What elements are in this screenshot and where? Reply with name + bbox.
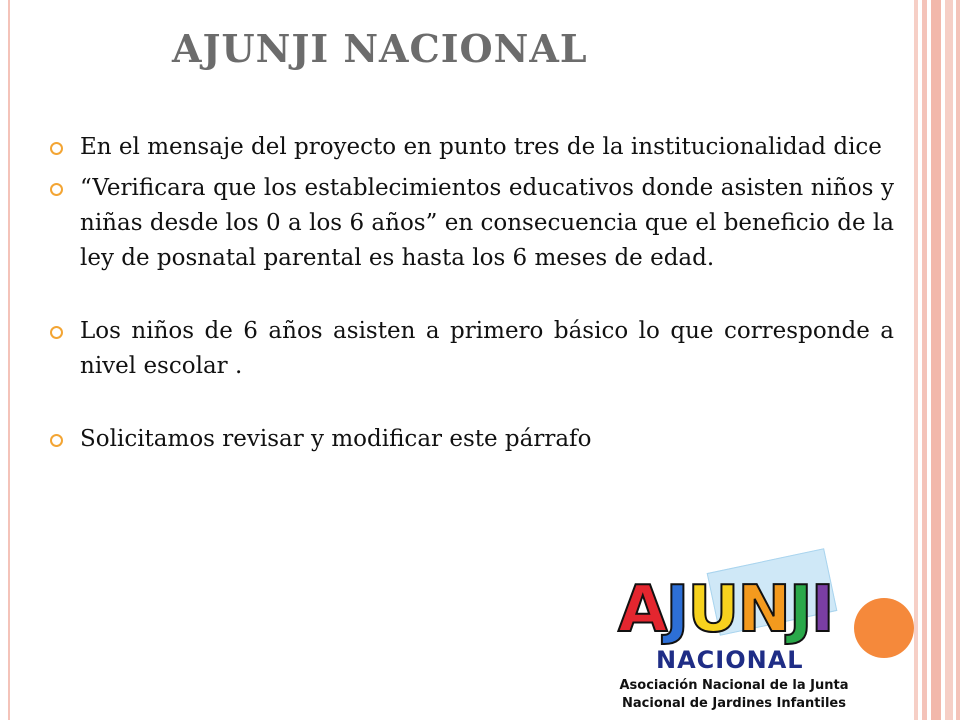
logo-letter: J <box>788 573 811 647</box>
logo-letter: I <box>810 573 833 647</box>
bullet-list <box>50 130 894 457</box>
slide-title: AJUNJI NACIONAL <box>172 26 588 71</box>
right-stripe-decoration <box>914 0 960 720</box>
bullet-item <box>50 130 894 165</box>
left-border-line <box>8 0 10 720</box>
bullet-item <box>50 171 894 276</box>
logo-wordmark <box>618 574 833 646</box>
logo-letter: J <box>665 573 688 647</box>
bullet-text: En el mensaje del proyecto en punto tres de la institucionalidad dice <box>80 134 882 160</box>
bullet-text: Solicitamos revisar y modificar este párrafo <box>80 426 592 452</box>
logo-subtitle: NACIONAL <box>656 646 804 674</box>
bullet-circle-icon <box>50 142 63 155</box>
logo-tagline <box>614 677 854 713</box>
logo-letter: A <box>618 573 666 647</box>
logo-letter: N <box>737 573 789 647</box>
bullet-item <box>50 314 894 384</box>
bullet-circle-icon <box>50 183 63 196</box>
bullet-circle-icon <box>50 326 63 339</box>
logo-tagline-line: Nacional de Jardines Infantiles <box>622 696 846 711</box>
bullet-text: Los niños de 6 años asisten a primero básico lo que corresponde a nivel escolar . <box>80 318 894 379</box>
bullet-text: “Verificara que los establecimientos educativos donde asisten niños y niñas desde los 0 a los 6 años” en consecuencia que el beneficio de la ley de posnatal parental es hasta los 6 meses de edad. <box>80 175 894 271</box>
bullet-circle-icon <box>50 434 63 447</box>
bullet-item <box>50 422 894 457</box>
logo-tagline-line: Asociación Nacional de la Junta <box>619 678 849 693</box>
logo-letter: U <box>687 573 738 647</box>
ajunji-logo <box>604 560 914 720</box>
orange-circle-icon <box>854 598 914 658</box>
